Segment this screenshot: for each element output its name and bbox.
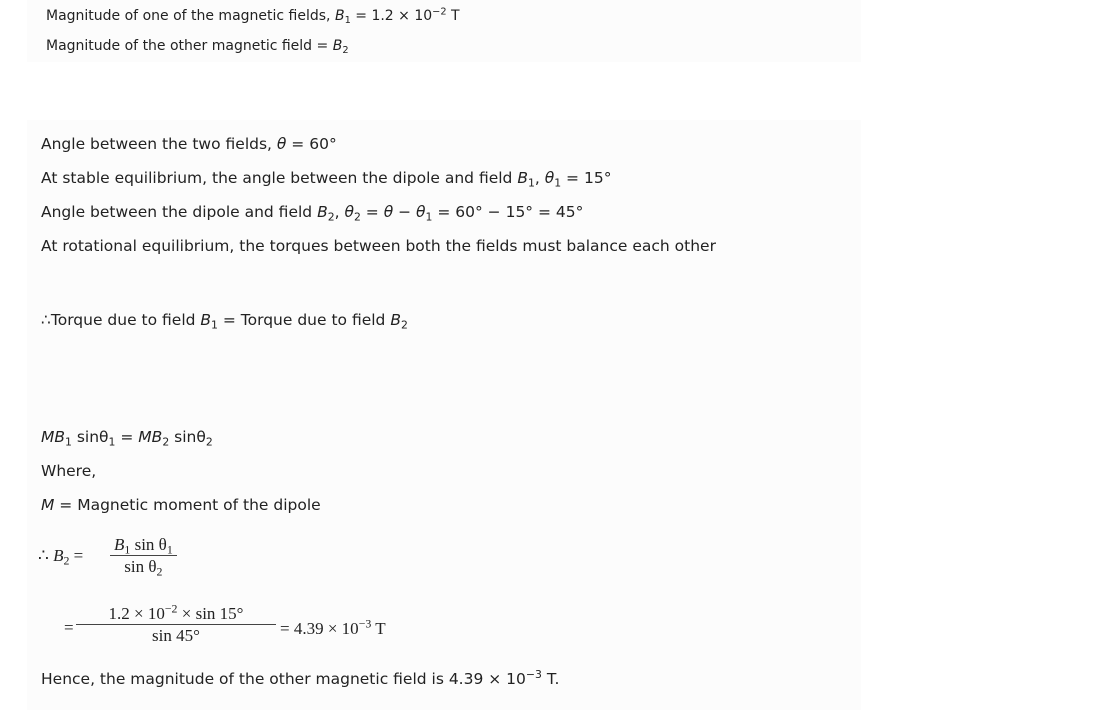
rotational-equilibrium-line: At rotational equilibrium, the torques between both the fields must balance each other bbox=[41, 237, 716, 255]
given-b1-line: Magnitude of one of the magnetic fields, $B_1 = 1.2 \times 10^{-2}$ T bbox=[46, 6, 460, 26]
m-definition: M = Magnetic moment of the dipole bbox=[41, 496, 321, 514]
conclusion-line: Hence, the magnitude of the other magnetic field is $4.39 \times 10^{-3}$ T. bbox=[41, 668, 560, 688]
angle-theta-line: Angle between the two fields, θ = 60° bbox=[41, 135, 337, 153]
calc-fraction: $\frac{1.2 \times 10^{-2} \times \sin 15^\circ}{\sin 45^\circ}$ bbox=[76, 604, 276, 647]
torque-balance-line: ∴Torque due to field $B_1$ = Torque due to field $B_2$ bbox=[41, 311, 408, 332]
therefore-symbol: ∴ bbox=[41, 311, 51, 329]
angle-theta1-line: At stable equilibrium, the angle between the dipole and field $B_1$, $\theta_1 = 15^\circ$ bbox=[41, 169, 612, 190]
formula-fraction: $\frac{B_1 \sin \theta_1}{\sin \theta_2}$ bbox=[110, 535, 177, 578]
formula-lhs: ∴ $B_2$ = bbox=[38, 546, 84, 568]
torque-equation: $MB_1$ $\sin\theta_1 = MB_2$ sinθ$_2$ bbox=[41, 428, 213, 449]
calc-equals: = bbox=[64, 618, 74, 637]
angle-theta2-line: Angle between the dipole and field $B_2$, $\theta_2 = \theta - \theta_1 = 60^\circ - 15^\circ = 45^\circ$ bbox=[41, 203, 584, 224]
calc-result: = $4.39 \times 10^{-3}$ T bbox=[280, 616, 386, 638]
given-b2-line: Magnitude of the other magnetic field = $B_2$ bbox=[46, 38, 349, 56]
where-label: Where, bbox=[41, 462, 97, 480]
